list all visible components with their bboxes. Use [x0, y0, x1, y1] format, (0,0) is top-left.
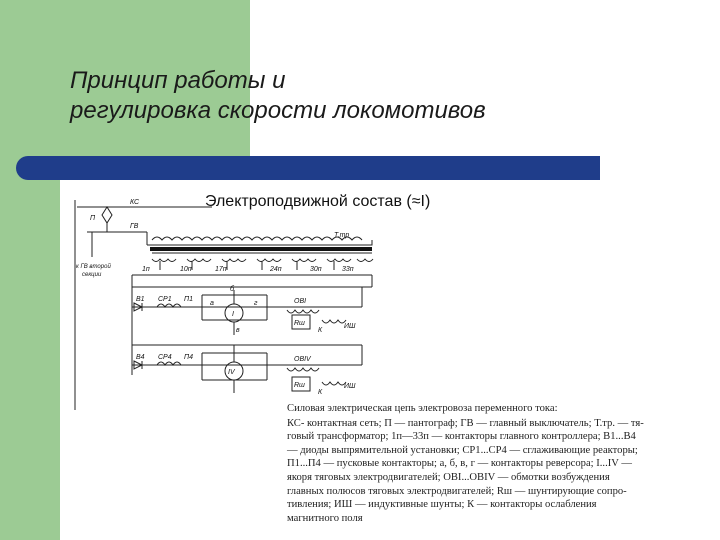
label-k4: К	[318, 389, 323, 396]
label-c1: 1п	[142, 266, 150, 273]
caption-line: главных полюсов тяговых электродвигателей; Rш — шунтирующие сопро-	[287, 485, 627, 497]
label-g: г	[254, 300, 258, 307]
label-ish4: ИШ	[344, 383, 356, 390]
caption-line: КС- контактная сеть; П — пантограф; ГВ — главный выключатель; Т.тр. — тя-	[287, 417, 644, 429]
caption-line: тивления; ИШ — индуктивные шунты; К — контакторы ослабления	[287, 499, 597, 511]
label-k1: К	[318, 327, 323, 334]
slide-title	[70, 66, 486, 126]
label-ttr: Т.тр	[334, 232, 350, 239]
label-b4: В4	[136, 354, 145, 361]
label-ish1: ИШ	[344, 323, 356, 330]
label-c33: 33п	[342, 266, 354, 273]
decor-green-strip	[0, 0, 60, 540]
label-rsh4: Rш	[294, 382, 305, 389]
caption-line: якоря тяговых электродвигателей; ОВI...ОВIV — обмотки возбуждения	[287, 471, 610, 483]
label-gv: ГВ	[130, 223, 139, 230]
caption-line: — диоды выпрямительной установки; СР1...СР4 — сглаживающие реакторы;	[287, 444, 638, 456]
label-ob1: ОВI	[294, 298, 307, 305]
slide-title-line2: регулировка скорости локомотивов	[70, 97, 486, 124]
label-p: П	[90, 215, 96, 222]
slide-title-line1: Принцип работы и	[70, 67, 286, 94]
label-cp4: СР4	[158, 354, 172, 361]
label-b1: В1	[136, 296, 145, 303]
caption-line: говый трансформатор; 1п—33п — контакторы главного контроллера; В1...В4	[287, 431, 636, 443]
caption-line: магнитного поля	[287, 512, 363, 524]
caption-heading: Силовая электрическая цепь электровоза переменного тока:	[287, 403, 558, 414]
label-c24: 24п	[270, 266, 282, 273]
circuit-diagram	[72, 195, 387, 410]
label-m1: I	[232, 311, 234, 318]
title-rule-bar	[16, 156, 600, 180]
label-rsh1: Rш	[294, 320, 305, 327]
label-second-section-2: секции	[82, 272, 102, 278]
diagram-caption	[287, 402, 644, 525]
label-m4: IV	[228, 369, 235, 376]
label-c30: 30п	[310, 266, 322, 273]
caption-line: П1...П4 — пусковые контакторы; а, б, в, г — контакторы реверсора; I...IV —	[287, 458, 632, 470]
label-v: в	[236, 327, 240, 334]
label-c10: 10п	[180, 266, 192, 273]
label-p1: П1	[184, 296, 193, 303]
transformer-core	[150, 247, 372, 251]
label-cp1: СР1	[158, 296, 172, 303]
slide-subtitle: Электроподвижной состав (≈I)	[205, 193, 431, 210]
label-b: б	[230, 286, 234, 293]
label-a: а	[210, 300, 214, 307]
label-ks: КС	[130, 199, 140, 206]
label-p4: П4	[184, 354, 193, 361]
label-ob4: ОВIV	[294, 356, 311, 363]
label-second-section: к ГВ второй	[76, 264, 111, 270]
label-c17: 17п	[215, 266, 227, 273]
